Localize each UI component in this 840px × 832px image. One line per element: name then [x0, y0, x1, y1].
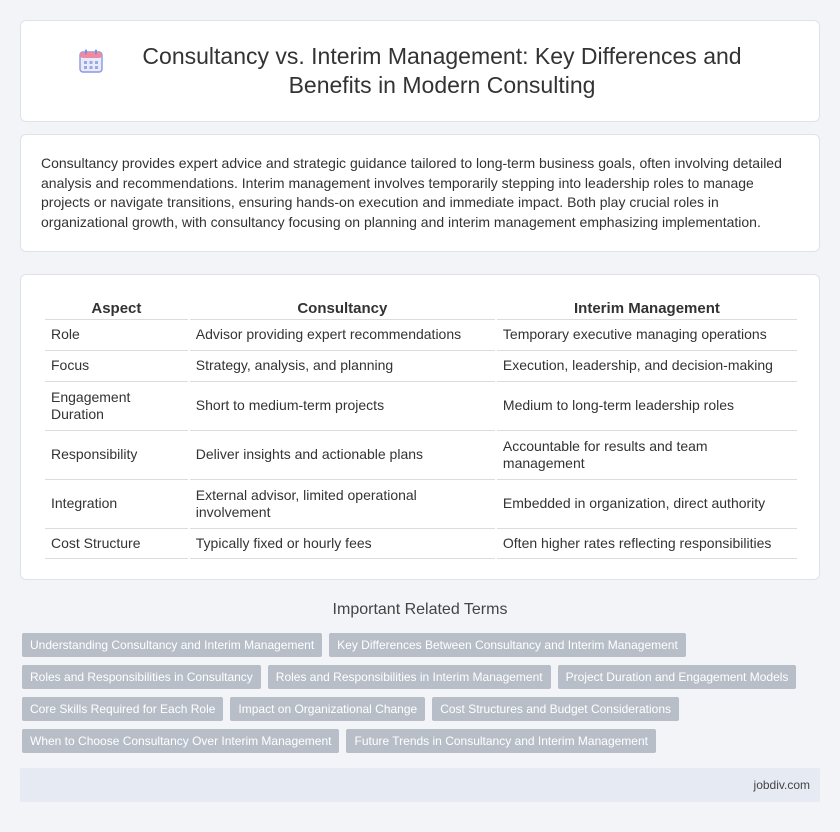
- related-terms-title: Important Related Terms: [332, 601, 508, 618]
- related-term-tag[interactable]: Future Trends in Consultancy and Interim Management: [346, 729, 655, 753]
- table-row: [45, 430, 797, 479]
- cell-interim: Often higher rates reflecting responsibilities: [497, 528, 797, 559]
- related-term-tag[interactable]: Key Differences Between Consultancy and Interim Management: [329, 633, 686, 657]
- cell-interim: Accountable for results and team management: [497, 430, 797, 479]
- table-header-row: [45, 295, 797, 319]
- cell-aspect: Focus: [45, 350, 188, 381]
- cell-consultancy: Typically fixed or hourly fees: [190, 528, 495, 559]
- comparison-table: [43, 295, 799, 559]
- cell-aspect: Cost Structure: [45, 528, 188, 559]
- header-aspect: Aspect: [91, 300, 142, 317]
- footer-site-link[interactable]: jobdiv.com: [753, 778, 810, 792]
- related-term-tag[interactable]: Roles and Responsibilities in Consultancy: [22, 665, 261, 689]
- table-row: [45, 528, 797, 559]
- cell-consultancy: Advisor providing expert recommendations: [190, 319, 495, 350]
- header-interim: Interim Management: [574, 300, 720, 317]
- related-term-tag[interactable]: Understanding Consultancy and Interim Management: [22, 633, 322, 657]
- cell-interim: Embedded in organization, direct authority: [497, 479, 797, 528]
- table-row: [45, 319, 797, 350]
- intro-text: Consultancy provides expert advice and strategic guidance tailored to long-term business goals, often involving detailed analysis and recommendations. Interim management involves temporarily stepping into leadership roles to manage projects or navigate transitions, ensuring hands-on execution and immediate impact. Both play crucial roles in organizational growth, with consultancy focusing on planning and interim management emphasizing implementation.: [41, 155, 782, 230]
- cell-aspect: Role: [45, 319, 188, 350]
- page-title: Consultancy vs. Interim Management: Key Differences and Benefits in Modern Consulting: [142, 43, 742, 98]
- related-terms-list: [22, 633, 822, 761]
- cell-aspect: Integration: [45, 479, 188, 528]
- cell-consultancy: Strategy, analysis, and planning: [190, 350, 495, 381]
- footer-bar: [20, 768, 820, 802]
- header-consultancy: Consultancy: [297, 300, 388, 317]
- related-term-tag[interactable]: Cost Structures and Budget Considerations: [432, 697, 679, 721]
- cell-interim: Execution, leadership, and decision-making: [497, 350, 797, 381]
- comparison-card: [20, 274, 820, 580]
- table-row: [45, 479, 797, 528]
- header-card: [20, 20, 820, 122]
- related-term-tag[interactable]: Roles and Responsibilities in Interim Management: [268, 665, 551, 689]
- calendar-icon: [78, 48, 104, 74]
- table-row: [45, 381, 797, 430]
- table-row: [45, 350, 797, 381]
- cell-interim: Temporary executive managing operations: [497, 319, 797, 350]
- related-term-tag[interactable]: Core Skills Required for Each Role: [22, 697, 223, 721]
- cell-interim: Medium to long-term leadership roles: [497, 381, 797, 430]
- cell-aspect: Engagement Duration: [45, 381, 188, 430]
- intro-card: [20, 134, 820, 252]
- related-term-tag[interactable]: When to Choose Consultancy Over Interim Management: [22, 729, 339, 753]
- cell-consultancy: Deliver insights and actionable plans: [190, 430, 495, 479]
- related-term-tag[interactable]: Project Duration and Engagement Models: [558, 665, 797, 689]
- cell-consultancy: External advisor, limited operational involvement: [190, 479, 495, 528]
- cell-consultancy: Short to medium-term projects: [190, 381, 495, 430]
- cell-aspect: Responsibility: [45, 430, 188, 479]
- related-term-tag[interactable]: Impact on Organizational Change: [230, 697, 425, 721]
